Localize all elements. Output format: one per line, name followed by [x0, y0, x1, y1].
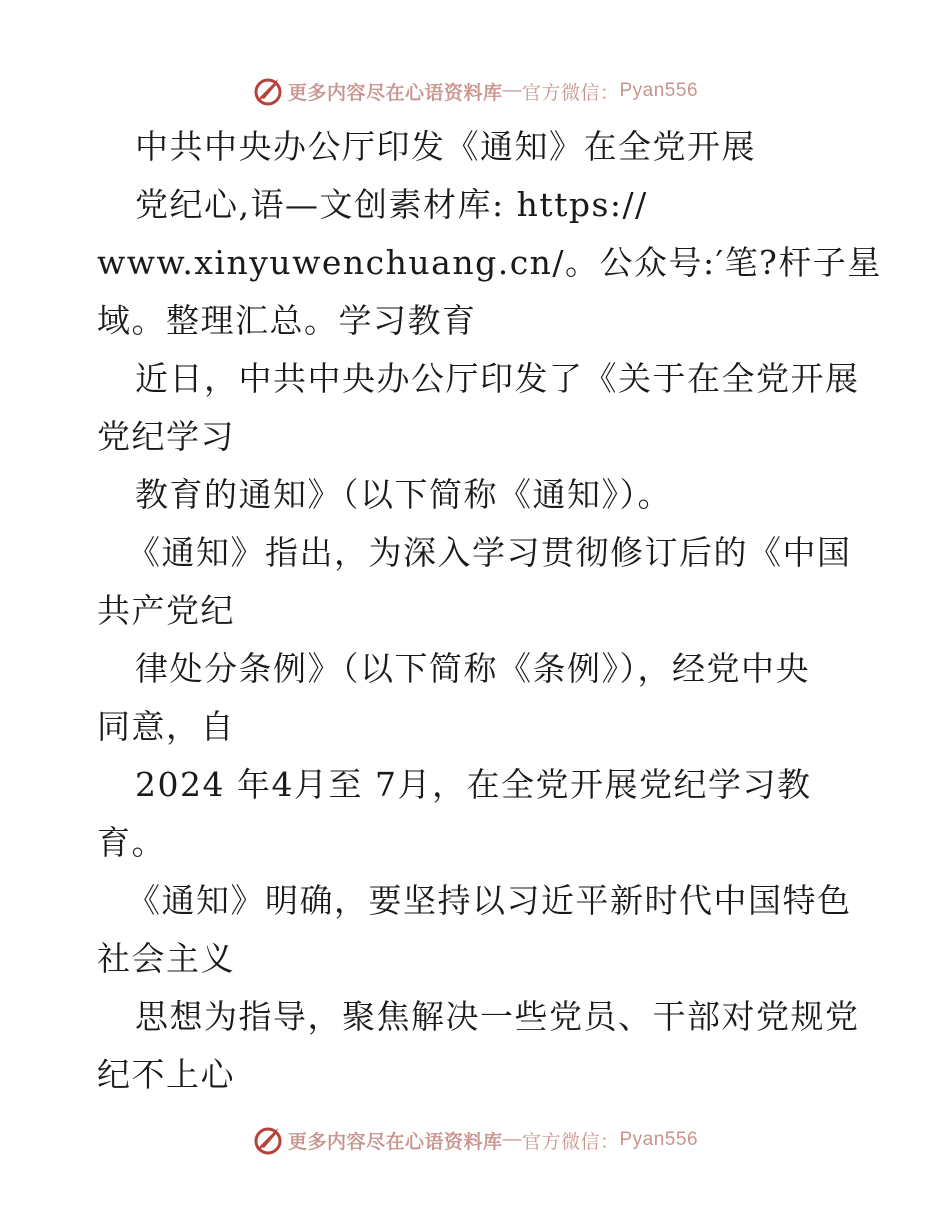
banner-slogan: 更多内容尽在心语资料库 [287, 1131, 503, 1153]
paragraph-line: 共产党纪 [97, 591, 235, 630]
paragraph-line: 域。整理汇总。学习教育 [97, 301, 477, 340]
banner-dash: — [502, 1129, 522, 1150]
banner-wechat-id: Pyan556 [619, 1129, 699, 1150]
paragraph-line: 同意，自 [97, 707, 235, 746]
paragraph-line: 教育的通知》（以下简称《通知》）。 [135, 475, 672, 514]
paragraph-line: 党纪心,语—文创素材库: https:// [135, 185, 648, 224]
banner-wechat-id: Pyan556 [619, 80, 699, 101]
banner-wechat-label: 官方微信： [521, 82, 620, 104]
header-banner [0, 71, 950, 111]
banner-dash: — [502, 80, 522, 101]
banner-wechat-label: 官方微信： [521, 1131, 620, 1153]
paragraph-line: 《通知》指出，为深入学习贯彻修订后的《中国 [127, 533, 852, 572]
banner-slogan: 更多内容尽在心语资料库 [287, 82, 503, 104]
paragraph-line: www.xinyuwenchuang.cn/。公众号:′笔?杆子星 [97, 243, 882, 282]
paragraph-line: 育。 [97, 823, 166, 862]
pen-logo-icon [252, 75, 284, 107]
paragraph-line: 《通知》明确，要坚持以习近平新时代中国特色 [127, 881, 852, 920]
paragraph-line: 党纪学习 [97, 417, 235, 456]
paragraph-line: 社会主义 [97, 939, 235, 978]
paragraph-line: 中共中央办公厅印发《通知》在全党开展 [135, 127, 756, 166]
paragraph-line: 纪不上心 [97, 1055, 235, 1094]
paragraph-line: 2024 年4月至 7月，在全党开展党纪学习教 [135, 765, 812, 804]
pen-logo-icon [252, 1124, 284, 1156]
document-body [97, 118, 882, 1104]
paragraph-line: 律处分条例》（以下简称《条例》），经党中央 [135, 649, 810, 688]
paragraph-line: 近日，中共中央办公厅印发了《关于在全党开展 [135, 359, 860, 398]
footer-banner [0, 1120, 950, 1160]
paragraph-line: 思想为指导，聚焦解决一些党员、干部对党规党 [135, 997, 860, 1036]
